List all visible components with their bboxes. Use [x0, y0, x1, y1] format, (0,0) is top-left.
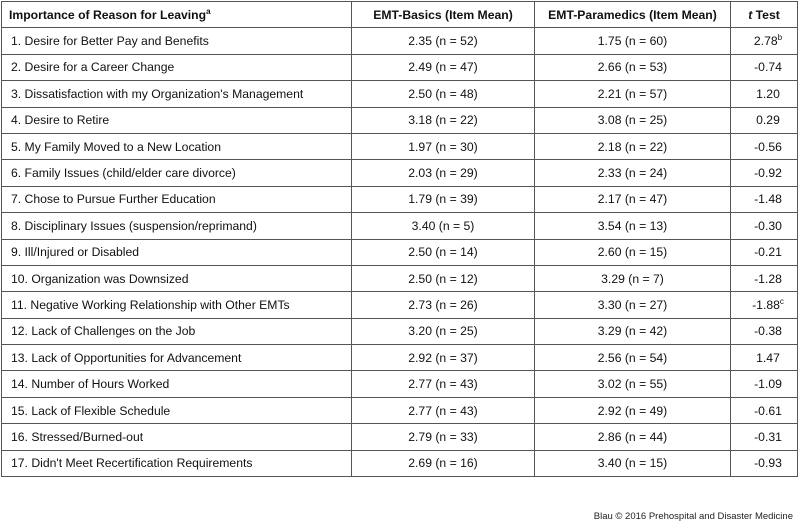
t-test-value: -0.38: [754, 324, 782, 339]
emt-basics-cell: 2.69 (n = 16): [352, 450, 535, 476]
t-test-footnote: c: [779, 296, 784, 306]
t-test-value: -1.09: [754, 377, 782, 392]
emt-paramedics-cell: 2.56 (n = 54): [535, 345, 731, 371]
t-test-cell: [731, 424, 798, 450]
t-test-value: 1.47: [756, 350, 780, 365]
emt-paramedics-cell: 3.29 (n = 7): [535, 265, 731, 291]
table-row: [2, 450, 798, 476]
table-header: [2, 2, 798, 28]
emt-paramedics-cell: 2.17 (n = 47): [535, 186, 731, 212]
t-test-footnote: b: [777, 33, 783, 43]
reason-cell: 8. Disciplinary Issues (suspension/reprimand): [2, 213, 352, 239]
emt-basics-cell: 2.50 (n = 48): [352, 81, 535, 107]
reason-cell: 6. Family Issues (child/elder care divorce): [2, 160, 352, 186]
table-row: [2, 397, 798, 423]
table-row: [2, 424, 798, 450]
t-test-value: -0.74: [754, 60, 782, 75]
t-test-cell: [731, 213, 798, 239]
t-test-value: -0.21: [754, 245, 782, 260]
emt-paramedics-cell: 1.75 (n = 60): [535, 28, 731, 54]
reasons-table: [1, 1, 798, 477]
emt-paramedics-cell: 2.33 (n = 24): [535, 160, 731, 186]
header-reason-label: Importance of Reason for Leaving: [9, 7, 207, 22]
header-row: [2, 2, 798, 28]
t-test-value: -0.61: [754, 403, 782, 418]
table-row: [2, 81, 798, 107]
emt-basics-cell: 2.50 (n = 14): [352, 239, 535, 265]
emt-basics-cell: 2.03 (n = 29): [352, 160, 535, 186]
t-test-cell: [731, 133, 798, 159]
t-test-cell: [731, 186, 798, 212]
emt-basics-cell: 2.79 (n = 33): [352, 424, 535, 450]
t-test-cell: [731, 81, 798, 107]
reason-cell: 9. Ill/Injured or Disabled: [2, 239, 352, 265]
table-row: [2, 186, 798, 212]
emt-basics-cell: 3.18 (n = 22): [352, 107, 535, 133]
reason-cell: 15. Lack of Flexible Schedule: [2, 397, 352, 423]
t-test-cell: [731, 397, 798, 423]
table-body: [2, 28, 798, 477]
table-row: [2, 292, 798, 318]
t-test-value: 2.78: [753, 34, 778, 49]
table-row: [2, 265, 798, 291]
t-test-value: -1.88: [752, 297, 780, 312]
emt-paramedics-cell: 3.08 (n = 25): [535, 107, 731, 133]
t-test-value: -1.28: [754, 271, 782, 286]
header-emt-paramedics: EMT-Paramedics (Item Mean): [535, 2, 731, 28]
reason-cell: 1. Desire for Better Pay and Benefits: [2, 28, 352, 54]
header-reason-footnote: a: [206, 6, 211, 16]
emt-basics-cell: 2.77 (n = 43): [352, 397, 535, 423]
table-row: [2, 318, 798, 344]
emt-paramedics-cell: 3.40 (n = 15): [535, 450, 731, 476]
t-test-cell: [731, 450, 798, 476]
emt-paramedics-cell: 3.02 (n = 55): [535, 371, 731, 397]
table-row: [2, 160, 798, 186]
table-row: [2, 345, 798, 371]
header-emt-basics: EMT-Basics (Item Mean): [352, 2, 535, 28]
t-test-cell: [731, 345, 798, 371]
figure-credit: Blau © 2016 Prehospital and Disaster Medicine: [593, 511, 793, 522]
t-test-value: 0.29: [756, 113, 780, 128]
emt-paramedics-cell: 2.21 (n = 57): [535, 81, 731, 107]
reason-cell: 2. Desire for a Career Change: [2, 54, 352, 80]
emt-basics-cell: 2.49 (n = 47): [352, 54, 535, 80]
emt-basics-cell: 1.97 (n = 30): [352, 133, 535, 159]
reason-cell: 12. Lack of Challenges on the Job: [2, 318, 352, 344]
t-test-cell: [731, 160, 798, 186]
t-test-cell: [731, 54, 798, 80]
t-test-value: -0.31: [754, 429, 782, 444]
reason-cell: 3. Dissatisfaction with my Organization's Management: [2, 81, 352, 107]
reason-cell: 10. Organization was Downsized: [2, 265, 352, 291]
emt-basics-cell: 3.20 (n = 25): [352, 318, 535, 344]
emt-basics-cell: 2.77 (n = 43): [352, 371, 535, 397]
emt-paramedics-cell: 3.54 (n = 13): [535, 213, 731, 239]
emt-basics-cell: 2.92 (n = 37): [352, 345, 535, 371]
t-test-cell: [731, 265, 798, 291]
t-test-value: -0.56: [754, 139, 782, 154]
reason-cell: 14. Number of Hours Worked: [2, 371, 352, 397]
emt-paramedics-cell: 2.86 (n = 44): [535, 424, 731, 450]
emt-basics-cell: 2.73 (n = 26): [352, 292, 535, 318]
reason-cell: 13. Lack of Opportunities for Advancement: [2, 345, 352, 371]
emt-paramedics-cell: 2.92 (n = 49): [535, 397, 731, 423]
emt-paramedics-cell: 3.29 (n = 42): [535, 318, 731, 344]
reason-cell: 7. Chose to Pursue Further Education: [2, 186, 352, 212]
reason-cell: 17. Didn't Meet Recertification Requirements: [2, 450, 352, 476]
emt-basics-cell: 3.40 (n = 5): [352, 213, 535, 239]
t-test-value: -0.92: [754, 166, 782, 181]
emt-basics-cell: 1.79 (n = 39): [352, 186, 535, 212]
emt-basics-cell: 2.35 (n = 52): [352, 28, 535, 54]
table-row: [2, 239, 798, 265]
table-row: [2, 133, 798, 159]
t-test-cell: [731, 107, 798, 133]
emt-paramedics-cell: 3.30 (n = 27): [535, 292, 731, 318]
table-row: [2, 54, 798, 80]
t-test-cell: [731, 292, 798, 318]
t-test-value: -0.30: [754, 218, 782, 233]
table-row: [2, 371, 798, 397]
t-test-cell: [731, 318, 798, 344]
t-test-value: 1.20: [756, 86, 780, 101]
table-row: [2, 28, 798, 54]
reason-cell: 4. Desire to Retire: [2, 107, 352, 133]
header-t-test: [731, 2, 798, 28]
header-reason: [2, 2, 352, 28]
t-test-value: -0.93: [754, 456, 782, 471]
reason-cell: 16. Stressed/Burned-out: [2, 424, 352, 450]
table-row: [2, 107, 798, 133]
t-test-cell: [731, 239, 798, 265]
table-row: [2, 213, 798, 239]
header-t-italic: t: [748, 7, 753, 22]
t-test-value: -1.48: [754, 192, 782, 207]
t-test-cell: [731, 371, 798, 397]
reason-cell: 5. My Family Moved to a New Location: [2, 133, 352, 159]
reason-cell: 11. Negative Working Relationship with Other EMTs: [2, 292, 352, 318]
emt-paramedics-cell: 2.18 (n = 22): [535, 133, 731, 159]
t-test-cell: [731, 28, 798, 54]
emt-basics-cell: 2.50 (n = 12): [352, 265, 535, 291]
header-t-label: Test: [752, 7, 780, 22]
emt-paramedics-cell: 2.66 (n = 53): [535, 54, 731, 80]
emt-paramedics-cell: 2.60 (n = 15): [535, 239, 731, 265]
